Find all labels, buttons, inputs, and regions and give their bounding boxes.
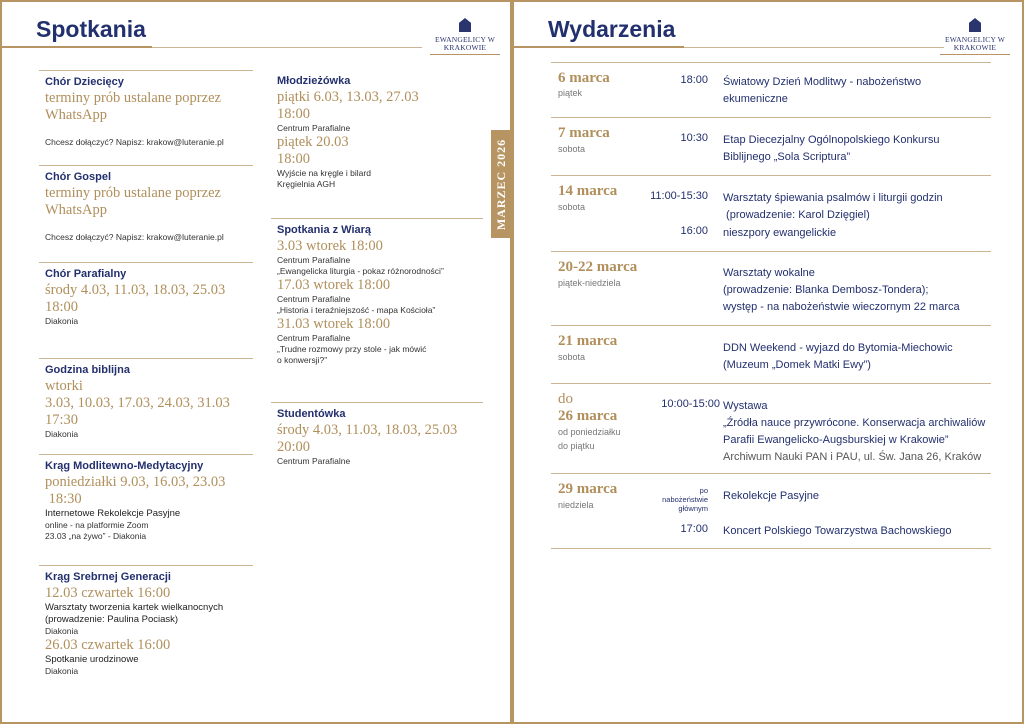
event-desc-line: Warsztaty śpiewania psalmów i liturgii godzin (723, 192, 943, 204)
event-row (551, 325, 991, 383)
event-day: niedziela (558, 500, 594, 510)
event-day: piątek-niedziela (558, 278, 621, 288)
logo (940, 18, 1010, 55)
event-time: 10:00-15:00 (661, 398, 720, 410)
section-chor-dzieciecy (39, 70, 253, 148)
event-desc-line: Etap Diecezjalny Ogólnopolskiego Konkursu (723, 134, 940, 146)
description: Internetowe Rekolekcje Pasyjne (45, 508, 181, 519)
place-online: online - na platformie Zoom (45, 520, 149, 530)
event-day: piątek (558, 88, 583, 98)
place: Diakonia (45, 429, 79, 439)
event-desc-3a: „Trudne rozmowy przy stole - jak mówić (277, 344, 427, 354)
event-time-note-line: głównym (678, 504, 708, 513)
section-chor-gospel (39, 165, 253, 243)
section-title: Chór Gospel (45, 171, 112, 183)
event-day: sobota (558, 144, 586, 154)
title-rule (152, 47, 422, 48)
schedule-time: 18:00 (45, 299, 79, 315)
place-2: Kręgielnia AGH (277, 179, 336, 189)
section-title: Spotkania z Wiarą (277, 224, 372, 236)
event-desc (723, 132, 939, 166)
event-day: sobota (558, 352, 586, 362)
event-date-2: 26.03 czwartek 16:00 (45, 637, 171, 653)
event-row (551, 175, 991, 251)
event-desc (723, 190, 943, 224)
event-desc-2: Koncert Polskiego Towarzystwa Bachowskiego (723, 525, 952, 537)
event-desc (723, 265, 960, 316)
logo (430, 18, 500, 55)
place: Centrum Parafialne (277, 456, 351, 466)
event-day: od poniedziałku (558, 427, 621, 437)
event-date-1: 3.03 wtorek 18:00 (277, 238, 383, 254)
event-desc-line: Parafii Ewangelicko-Augsburskiej w Krakowie” (723, 434, 949, 446)
schedule-days: środy 4.03, 11.03, 18.03, 25.03 (45, 282, 226, 298)
event-time-note-line: po (699, 486, 708, 495)
event-desc-line: (prowadzenie: Blanka Dembosz-Tondera); (723, 284, 929, 296)
church-logo-icon (459, 18, 471, 32)
event-date: 7 marca (558, 125, 610, 141)
section-title: Chór Parafialny (45, 268, 127, 280)
place-3: Centrum Parafialne (277, 333, 351, 343)
section-title: Studentówka (277, 408, 346, 420)
page-title-wydarzenia: Wydarzenia (548, 16, 676, 42)
event-desc-line: Biblijnego „Sola Scriptura” (723, 151, 851, 163)
event-time: 10:30 (680, 132, 708, 144)
place-2: Centrum Parafialne (277, 294, 351, 304)
event-desc-line: „Źródła nauce przywrócone. Konserwacja archiwaliów (723, 417, 986, 429)
section-mlodziezowka (271, 70, 483, 190)
event-desc-line: Wystawa (723, 400, 768, 412)
place-1: Centrum Parafialne (277, 123, 351, 133)
event-date-3: 31.03 wtorek 18:00 (277, 316, 391, 332)
schedule-days: poniedziałki 9.03, 16.03, 23.03 (45, 474, 226, 490)
section-krag-modlitewno (39, 454, 253, 542)
logo-underline (430, 54, 500, 55)
event-desc-line: Warsztaty wokalne (723, 267, 815, 279)
schedule-days: środy 4.03, 11.03, 18.03, 25.03 (277, 422, 458, 438)
section-title: Krąg Modlitewno-Medytacyjny (45, 460, 204, 472)
event-date: 6 marca (558, 70, 610, 86)
event-desc: Rekolekcje Pasyjne (723, 490, 819, 502)
event-date-2: 17.03 wtorek 18:00 (277, 277, 391, 293)
schedule-time: 18:30 (45, 491, 82, 507)
event-desc-line: (prowadzenie: Karol Dzięgiel) (723, 209, 870, 221)
section-title: Młodzieżówka (277, 75, 351, 87)
schedule: terminy prób ustalane poprzez WhatsApp (45, 90, 221, 123)
event-row (551, 62, 991, 117)
title-rule (684, 47, 944, 48)
event-date: 14 marca (558, 183, 618, 199)
note: Chcesz dołączyć? Napisz: krakow@luteranie.pl (45, 232, 224, 242)
schedule-time: 20:00 (277, 439, 311, 455)
event-desc (723, 398, 985, 466)
place-1: Centrum Parafialne (277, 255, 351, 265)
section-spotkania-z-wiara (271, 218, 483, 366)
event-desc-line: Światowy Dzień Modlitwy - nabożeństwo (723, 76, 922, 88)
event-day: sobota (558, 202, 586, 212)
event-row (551, 383, 991, 473)
place: Diakonia (45, 316, 79, 326)
section-title: Chór Dziecięcy (45, 76, 124, 88)
logo-text: EWANGELICY W KRAKOWIE (944, 35, 1006, 52)
event-date: 20-22 marca (558, 259, 638, 275)
month-tab-label: MARZEC 2026 (494, 138, 509, 230)
section-title: Krąg Srebrnej Generacji (45, 571, 171, 583)
month-tab (491, 130, 513, 238)
place-1: Diakonia (45, 626, 79, 636)
page-title-spotkania: Spotkania (36, 16, 146, 42)
event-desc-2: Spotkanie urodzinowe (45, 654, 139, 665)
event-row (551, 117, 991, 175)
event-date: 29 marca (558, 481, 618, 497)
event-desc-3b: o konwersji?” (277, 355, 328, 365)
event-time-note (662, 486, 708, 513)
event-desc-line: występ - na nabożeństwie wieczornym 22 marca (723, 301, 960, 313)
church-logo-icon (969, 18, 981, 32)
event-date: 21 marca (558, 333, 618, 349)
event-desc: Wyjście na kręgle i bilard (277, 168, 371, 178)
event-desc-line: DDN Weekend - wyjazd do Bytomia-Miechowic (723, 342, 953, 354)
event-desc-line: (Muzeum „Domek Matki Ewy”) (723, 359, 871, 371)
schedule-days: wtorki (45, 378, 83, 394)
title-underline (2, 46, 152, 48)
event-desc-2: „Historia i teraźniejszość - mapa Kościoła” (277, 305, 436, 315)
section-krag-srebrnej (39, 565, 253, 677)
section-studentowka (271, 402, 483, 467)
event-date-1: 12.03 czwartek 16:00 (45, 585, 171, 601)
schedule-time: 17:30 (45, 412, 79, 428)
event-date: piątek 20.03 (277, 134, 349, 150)
event-time: 11:00-15:30 (650, 190, 708, 202)
event-desc-line: Archiwum Nauki PAN i PAU, ul. Św. Jana 26, Kraków (723, 451, 982, 463)
schedule-days: piątki 6.03, 13.03, 27.03 (277, 89, 419, 105)
logo-text: EWANGELICY W KRAKOWIE (434, 35, 496, 52)
event-time: 18:00 (277, 151, 311, 167)
section-godzina-biblijna (39, 358, 253, 440)
place-2: Diakonia (45, 666, 79, 676)
title-underline (514, 46, 684, 48)
schedule: terminy prób ustalane poprzez WhatsApp (45, 185, 221, 218)
section-title: Godzina biblijna (45, 364, 130, 376)
event-time-2: 17:00 (680, 523, 708, 535)
event-day-2: do piątku (558, 441, 595, 451)
event-time-2: 16:00 (680, 225, 708, 237)
event-desc-1b: (prowadzenie: Paulina Pociask) (45, 614, 179, 625)
event-desc (723, 74, 921, 108)
event-date-prefix: do (558, 391, 573, 407)
event-row (551, 473, 991, 549)
note: Chcesz dołączyć? Napisz: krakow@luteranie.pl (45, 137, 224, 147)
event-desc (723, 340, 953, 374)
event-desc-2: nieszpory ewangelickie (723, 227, 837, 239)
event-row (551, 251, 991, 325)
section-chor-parafialny (39, 262, 253, 327)
logo-underline (940, 54, 1010, 55)
event-desc-1: „Ewangelicka liturgia - pokaz różnorodności” (277, 266, 444, 276)
event-desc-1: Warsztaty tworzenia kartek wielkanocnych (45, 602, 224, 613)
event-desc-line: ekumeniczne (723, 93, 788, 105)
event-time-note-line: nabożeństwie (662, 495, 708, 504)
schedule-dates: 3.03, 10.03, 17.03, 24.03, 31.03 (45, 395, 230, 411)
event-time: 18:00 (680, 74, 708, 86)
place-live: 23.03 „na żywo” - Diakonia (45, 531, 147, 541)
schedule-time: 18:00 (277, 106, 311, 122)
event-date: 26 marca (558, 408, 618, 424)
right-page (512, 0, 1024, 724)
